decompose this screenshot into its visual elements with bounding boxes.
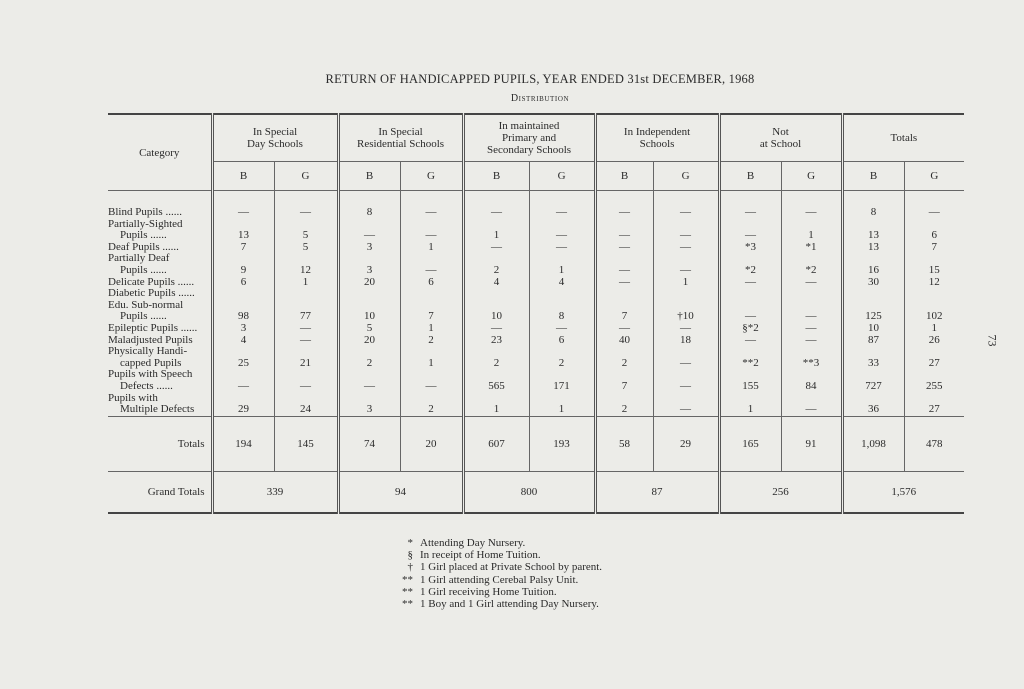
- table-row: [108, 369, 964, 392]
- table-cell: [529, 288, 595, 300]
- table-cell: 84: [781, 369, 842, 392]
- table-cell: 4: [529, 277, 595, 289]
- table-cell: —: [653, 219, 719, 242]
- grand-totals-cell: 800: [463, 471, 595, 513]
- table-cell: †10: [653, 300, 719, 323]
- table-cell: —: [781, 207, 842, 219]
- footnote-symbol: **: [402, 585, 413, 598]
- table-cell: —: [595, 277, 653, 289]
- table-cell: —: [781, 393, 842, 417]
- table-cell: 1: [400, 323, 463, 335]
- table-cell: 10: [338, 300, 400, 323]
- table-cell: 23: [463, 335, 529, 347]
- table-cell: 26: [904, 335, 964, 347]
- category-label: Deaf Pupils ......: [108, 240, 179, 253]
- table-cell: 727: [842, 369, 904, 392]
- footnote-symbol: §: [407, 549, 413, 562]
- boys-column-header: B: [212, 162, 274, 191]
- table-cell: 20: [338, 335, 400, 347]
- category-label: Partially-Sighted Pupils ......: [108, 217, 183, 242]
- table-cell: —: [529, 323, 595, 335]
- table-row: [108, 219, 964, 242]
- totals-cell: 20: [400, 416, 463, 471]
- totals-cell: 193: [529, 416, 595, 471]
- table-cell: 33: [842, 346, 904, 369]
- table-cell: 12: [904, 277, 964, 289]
- table-cell: 5: [338, 323, 400, 335]
- footnote-symbol: **: [402, 573, 413, 586]
- table-cell: 15: [904, 253, 964, 276]
- table-cell: —: [274, 207, 338, 219]
- footnote-text: In receipt of Home Tuition.: [420, 549, 541, 562]
- table-cell: 171: [529, 369, 595, 392]
- table-cell: 7: [595, 300, 653, 323]
- totals-cell: 194: [212, 416, 274, 471]
- table-cell: —: [595, 253, 653, 276]
- table-cell: 7: [400, 300, 463, 323]
- table-cell: —: [212, 369, 274, 392]
- table-cell: 36: [842, 393, 904, 417]
- table-cell: —: [653, 346, 719, 369]
- totals-cell: 478: [904, 416, 964, 471]
- table-cell: 3: [338, 253, 400, 276]
- table-row: [108, 288, 964, 300]
- category-label: Blind Pupils ......: [108, 206, 182, 218]
- table-cell: —: [463, 242, 529, 254]
- table-cell: 2: [595, 393, 653, 417]
- table-cell: *2: [781, 253, 842, 276]
- table-cell: 1: [400, 346, 463, 369]
- group-header: In maintained Primary and Secondary Schools: [463, 114, 595, 162]
- footnote-text: 1 Girl receiving Home Tuition.: [420, 585, 557, 598]
- totals-label: Totals: [108, 416, 212, 471]
- table-cell: [274, 288, 338, 300]
- table-cell: —: [595, 219, 653, 242]
- table-cell: —: [781, 300, 842, 323]
- table-cell: 1: [274, 277, 338, 289]
- boys-column-header: B: [463, 162, 529, 191]
- table-cell: 27: [904, 393, 964, 417]
- page-title: RETURN OF HANDICAPPED PUPILS, YEAR ENDED 31st DECEMBER, 1968: [325, 72, 755, 86]
- totals-cell: 29: [653, 416, 719, 471]
- table-cell: —: [781, 335, 842, 347]
- table-cell: 3: [338, 393, 400, 417]
- table-cell: —: [719, 219, 781, 242]
- table-cell: 21: [274, 346, 338, 369]
- table-cell: 6: [212, 277, 274, 289]
- footnote: [386, 537, 602, 549]
- table-cell: 6: [529, 335, 595, 347]
- footnote: [386, 598, 602, 610]
- table-row: [108, 242, 964, 254]
- footnote-symbol: *: [407, 537, 413, 549]
- category-label: Edu. Sub-normal Pupils ......: [108, 298, 184, 323]
- footnote-symbol: **: [402, 598, 413, 611]
- footnote: [386, 586, 602, 598]
- table-cell: [338, 288, 400, 300]
- table-cell: 24: [274, 393, 338, 417]
- table-cell: —: [653, 207, 719, 219]
- table-cell: 4: [212, 335, 274, 347]
- table-cell: 4: [463, 277, 529, 289]
- table-cell: 2: [463, 346, 529, 369]
- table-row: [108, 277, 964, 289]
- table-cell: [212, 288, 274, 300]
- table-cell: 2: [595, 346, 653, 369]
- boys-girls-header-row: [108, 162, 964, 191]
- category-label: Physically Handi- capped Pupils: [108, 345, 188, 369]
- footnote: [386, 549, 602, 561]
- totals-cell: 58: [595, 416, 653, 471]
- table-cell: —: [400, 207, 463, 219]
- group-header: In Independent Schools: [595, 114, 719, 162]
- table-cell: —: [338, 219, 400, 242]
- table-cell: 125: [842, 300, 904, 323]
- totals-cell: 607: [463, 416, 529, 471]
- table-cell: —: [274, 335, 338, 347]
- table-cell: —: [595, 207, 653, 219]
- table-cell: 102: [904, 300, 964, 323]
- girls-column-header: G: [529, 162, 595, 191]
- table-cell: 2: [463, 253, 529, 276]
- group-header: In Special Residential Schools: [338, 114, 463, 162]
- table-cell: 155: [719, 369, 781, 392]
- table-cell: 1: [529, 253, 595, 276]
- table-cell: [842, 288, 904, 300]
- table-cell: 87: [842, 335, 904, 347]
- table-cell: 8: [529, 300, 595, 323]
- grand-totals-cell: 87: [595, 471, 719, 513]
- category-label: Delicate Pupils ......: [108, 275, 195, 288]
- table-cell: **2: [719, 346, 781, 369]
- table-cell: 27: [904, 346, 964, 369]
- table-cell: —: [463, 207, 529, 219]
- table-cell: —: [719, 207, 781, 219]
- table-cell: *3: [719, 242, 781, 254]
- page-subtitle: Distribution: [510, 93, 570, 104]
- footnote: [386, 574, 602, 586]
- table-cell: 2: [400, 393, 463, 417]
- grand-totals-cell: 1,576: [842, 471, 964, 513]
- table-cell: —: [653, 369, 719, 392]
- table-row: [108, 323, 964, 335]
- table-cell: —: [653, 253, 719, 276]
- table-row: [108, 393, 964, 417]
- table-cell: 6: [904, 219, 964, 242]
- table-cell: 1: [781, 219, 842, 242]
- table-cell: 9: [212, 253, 274, 276]
- girls-column-header: G: [274, 162, 338, 191]
- table-cell: 29: [212, 393, 274, 417]
- grand-totals-cell: 339: [212, 471, 338, 513]
- table-cell: [400, 288, 463, 300]
- girls-column-header: G: [904, 162, 964, 191]
- category-label: Maladjusted Pupils: [108, 333, 193, 346]
- table-cell: **3: [781, 346, 842, 369]
- grand-totals-cell: 256: [719, 471, 842, 513]
- table-cell: 30: [842, 277, 904, 289]
- boys-column-header: B: [338, 162, 400, 191]
- totals-row: [108, 416, 964, 471]
- page-number: 73: [985, 334, 1000, 347]
- table-cell: —: [781, 323, 842, 335]
- table-cell: 12: [274, 253, 338, 276]
- table-cell: 7: [904, 242, 964, 254]
- table-cell: —: [719, 277, 781, 289]
- grand-totals-label: Grand Totals: [108, 471, 212, 513]
- table-cell: —: [719, 300, 781, 323]
- table-cell: *2: [719, 253, 781, 276]
- category-label: Pupils with Multiple Defects: [108, 391, 195, 416]
- table-cell: —: [338, 369, 400, 392]
- table-cell: —: [529, 219, 595, 242]
- table-cell: 5: [274, 219, 338, 242]
- table-cell: 18: [653, 335, 719, 347]
- table-cell: —: [212, 207, 274, 219]
- footnote: [386, 561, 602, 573]
- footnote-symbol: †: [407, 561, 413, 574]
- table-cell: —: [274, 369, 338, 392]
- table-cell: —: [463, 323, 529, 335]
- table-cell: 2: [529, 346, 595, 369]
- table-cell: —: [400, 219, 463, 242]
- table-cell: 10: [842, 323, 904, 335]
- table-cell: 3: [212, 323, 274, 335]
- totals-cell: 145: [274, 416, 338, 471]
- table-cell: [463, 288, 529, 300]
- table-cell: *1: [781, 242, 842, 254]
- footnote-text: 1 Girl attending Cerebal Palsy Unit.: [420, 573, 579, 586]
- table-cell: —: [529, 242, 595, 254]
- table-cell: 6: [400, 277, 463, 289]
- girls-column-header: G: [653, 162, 719, 191]
- table-cell: 7: [595, 369, 653, 392]
- table-cell: 1: [904, 323, 964, 335]
- table-cell: 10: [463, 300, 529, 323]
- table-row: [108, 346, 964, 369]
- table-cell: 1: [400, 242, 463, 254]
- grand-totals-cell: 94: [338, 471, 463, 513]
- table-cell: 2: [338, 346, 400, 369]
- table-cell: [781, 288, 842, 300]
- category-label: Diabetic Pupils ......: [108, 287, 195, 300]
- table-cell: —: [719, 335, 781, 347]
- table-row: [108, 300, 964, 323]
- table-cell: —: [595, 323, 653, 335]
- table-row: [108, 207, 964, 219]
- boys-column-header: B: [595, 162, 653, 191]
- grand-totals-row: [108, 471, 964, 513]
- boys-column-header: B: [719, 162, 781, 191]
- table-cell: —: [274, 323, 338, 335]
- totals-cell: 1,098: [842, 416, 904, 471]
- girls-column-header: G: [781, 162, 842, 191]
- table-cell: 25: [212, 346, 274, 369]
- table-cell: 77: [274, 300, 338, 323]
- table-cell: —: [400, 253, 463, 276]
- table-cell: 13: [842, 219, 904, 242]
- table-cell: —: [400, 369, 463, 392]
- group-header-row: [108, 114, 964, 162]
- totals-cell: 91: [781, 416, 842, 471]
- category-header: Category: [108, 114, 212, 191]
- table-cell: 255: [904, 369, 964, 392]
- table-cell: 40: [595, 335, 653, 347]
- table-cell: 1: [529, 393, 595, 417]
- table-cell: 8: [338, 207, 400, 219]
- table-cell: 16: [842, 253, 904, 276]
- table-cell: —: [904, 207, 964, 219]
- table-cell: 7: [212, 242, 274, 254]
- table-row: [108, 335, 964, 347]
- table-cell: —: [653, 323, 719, 335]
- table-cell: 13: [212, 219, 274, 242]
- table-cell: 5: [274, 242, 338, 254]
- table-cell: 1: [463, 219, 529, 242]
- table-cell: [719, 288, 781, 300]
- table-cell: 1: [463, 393, 529, 417]
- table-cell: —: [529, 207, 595, 219]
- table-cell: §*2: [719, 323, 781, 335]
- category-label: Epileptic Pupils ......: [108, 321, 198, 334]
- category-label: Pupils with Speech Defects ......: [108, 368, 193, 392]
- totals-cell: 165: [719, 416, 781, 471]
- footnote-text: 1 Boy and 1 Girl attending Day Nursery.: [420, 598, 599, 611]
- table-cell: 13: [842, 242, 904, 254]
- handicapped-pupils-table: [108, 113, 964, 514]
- footnote-text: Attending Day Nursery.: [420, 537, 526, 549]
- table-cell: —: [653, 393, 719, 417]
- table-cell: [595, 288, 653, 300]
- table-cell: 98: [212, 300, 274, 323]
- table-cell: 20: [338, 277, 400, 289]
- table-cell: 8: [842, 207, 904, 219]
- table-row: [108, 253, 964, 276]
- table-cell: [904, 288, 964, 300]
- table-cell: —: [653, 242, 719, 254]
- table-cell: 565: [463, 369, 529, 392]
- table-cell: 2: [400, 335, 463, 347]
- footnotes: [386, 537, 602, 610]
- table-cell: 1: [719, 393, 781, 417]
- table-cell: [653, 288, 719, 300]
- category-label: Partially Deaf Pupils ......: [108, 252, 170, 276]
- table-cell: —: [781, 277, 842, 289]
- girls-column-header: G: [400, 162, 463, 191]
- table-cell: —: [595, 242, 653, 254]
- boys-column-header: B: [842, 162, 904, 191]
- table-cell: 3: [338, 242, 400, 254]
- footnote-text: 1 Girl placed at Private School by parent.: [420, 561, 603, 574]
- group-header: In Special Day Schools: [212, 114, 338, 162]
- totals-cell: 74: [338, 416, 400, 471]
- table-cell: 1: [653, 277, 719, 289]
- group-header: Not at School: [719, 114, 842, 162]
- group-header: Totals: [842, 114, 964, 162]
